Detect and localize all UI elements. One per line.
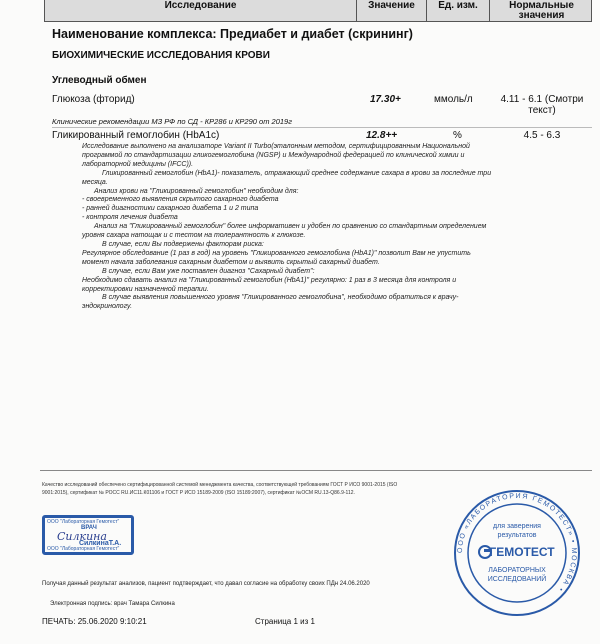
glucose-recommendation-note: Клинические рекомендации МЗ РФ по СД - КР286 и КР290 от 2019г <box>52 117 292 126</box>
note-line: месяца. <box>82 178 108 186</box>
print-date: ПЕЧАТЬ: 25.06.2020 9:10:21 <box>42 617 147 626</box>
doctor-stamp <box>42 515 134 555</box>
row-glucose-name: Глюкоза (фторид) <box>52 94 135 105</box>
note-line: момент начала заболевания сахарным диабетом и выявить скрытый сахарный диабет. <box>82 258 380 266</box>
header-norm-line1: Нормальные <box>509 0 574 11</box>
header-value: Значение <box>357 0 427 22</box>
stamp-role: ВРАЧ <box>81 525 97 531</box>
quality-statement-line1: Качество исследований обеспечено сертифицированной системой менеджмента качества, соответствующей требованиям ГОСТ Р ИСО 9001-2015 (ISO <box>42 482 398 488</box>
note-line: В случае, если Вы подвержены факторам риска: <box>102 240 264 248</box>
note-line: программой по стандартизации гликогемоглобина (NGSP) и Международной федерацией по клинической химии и <box>82 151 465 159</box>
seal-line2: результатов <box>497 532 537 539</box>
quality-statement-line2: 9001:2015), сертификат № РОСС RU.ИС11.К01106 и ГОСТ Р ИСО 15189-2009 (ISO 15189:2007), сертификат №ОСМ RU.13-Q86.9-112. <box>42 490 355 496</box>
row-glucose-unit: ммоль/л <box>434 94 473 105</box>
note-line: уровня сахара натощак и с тестом на толерантность к глюкозе. <box>82 232 306 240</box>
row-glucose-norm-line1: 4.11 - 6.1 (Смотри <box>500 94 584 105</box>
header-norm-line2: значения <box>518 10 565 21</box>
stamp-top-text: ООО "Лабораторная Гемотест" <box>47 519 120 525</box>
note-line: В случае, если Вам уже поставлен диагноз "Сахарный диабет": <box>102 267 315 275</box>
section-title: БИОХИМИЧЕСКИЕ ИССЛЕДОВАНИЯ КРОВИ <box>52 50 270 61</box>
consent-statement: Получая данный результат анализов, пациент подтверждает, что давал согласие на обработку своих ПДн 24.06.2020 <box>42 581 370 587</box>
note-line: Анализ крови на "Гликированный гемоглобин" необходим для: <box>94 187 299 195</box>
row-glucose-value: 17.30+ <box>370 94 401 105</box>
row-hba1c-norm: 4.5 - 6.3 <box>523 130 561 141</box>
row-hba1c-value: 12.8++ <box>366 130 398 141</box>
seal-brand: ГЕМОТЕСТ <box>489 545 555 559</box>
page-info: Страница 1 из 1 <box>255 617 315 626</box>
header-unit: Ед. изм. <box>427 0 490 22</box>
complex-title: Наименование комплекса: Предиабет и диабет (скрининг) <box>52 27 413 41</box>
seal-line1: для заверения <box>493 523 541 530</box>
row-hba1c-unit: % <box>453 130 462 141</box>
hba1c-explanation-notes <box>82 143 588 312</box>
note-line: - контроля лечения диабета <box>82 214 178 222</box>
note-line: В случае выявления повышенного уровня "Гликированного гемоглобина", необходимо обратиться к врачу- <box>102 294 459 302</box>
electronic-signature: Электронная подпись: врач Тамара Силкина <box>50 601 175 607</box>
note-line: - ранней диагностики сахарного диабета 1 и 2 типа <box>82 205 259 213</box>
row-hba1c-name: Гликированный гемоглобин (HbA1c) <box>52 130 220 141</box>
row-glucose-norm <box>492 94 592 116</box>
note-line: Гликированный гемоглобин (HbA1)- показатель, отражающий среднее содержание сахара в крови за последние три <box>102 169 492 177</box>
seal-ring-text: ООО «ЛАБОРАТОРИЯ ГЕМОТЕСТ» • МОСКВА • <box>456 492 578 594</box>
row-divider <box>52 127 592 128</box>
seal-line3: ЛАБОРАТОРНЫХ <box>488 567 546 574</box>
stamp-bottom-text: ООО "Лабораторная Гемотест" <box>47 546 120 552</box>
note-line: - своевременного выявления скрытого сахарного диабета <box>82 196 279 204</box>
note-line: Регулярное обследование (1 раз в год) на уровень "Гликированного гемоглобина (HbA1)" позволит Вам не упустить <box>82 249 471 257</box>
row-glucose-norm-line2: текст) <box>528 105 556 116</box>
results-table-header <box>44 0 592 22</box>
note-line: эндокринологу. <box>82 303 133 311</box>
stamp-doctor-name: СилкинаТ.А. <box>79 540 122 547</box>
laboratory-seal <box>452 488 582 618</box>
footer-divider <box>40 470 592 471</box>
note-line: Необходимо сдавать анализ на "Гликированный гемоглобин (HbA1)" регулярно: 1 раз в 3 месяца для контроля и <box>82 276 457 284</box>
seal-line4: ИССЛЕДОВАНИЙ <box>487 576 547 583</box>
note-line: Анализ на "Гликированный гемоглобин" более информативен и удобен по сравнению со стандартным определением <box>94 223 487 231</box>
header-norm <box>490 0 593 22</box>
note-line: корректировки назначенной терапии. <box>82 285 209 293</box>
note-line: Исследование выполнено на анализаторе Variant II Turbo(эталонным методом, сертифицированным Национальной <box>82 143 470 150</box>
header-test: Исследование <box>45 0 357 22</box>
stamp-signature: Силкина <box>57 530 107 543</box>
group-title: Углеводный обмен <box>52 75 147 86</box>
note-line: лабораторной медицины (IFCC)). <box>82 160 194 168</box>
